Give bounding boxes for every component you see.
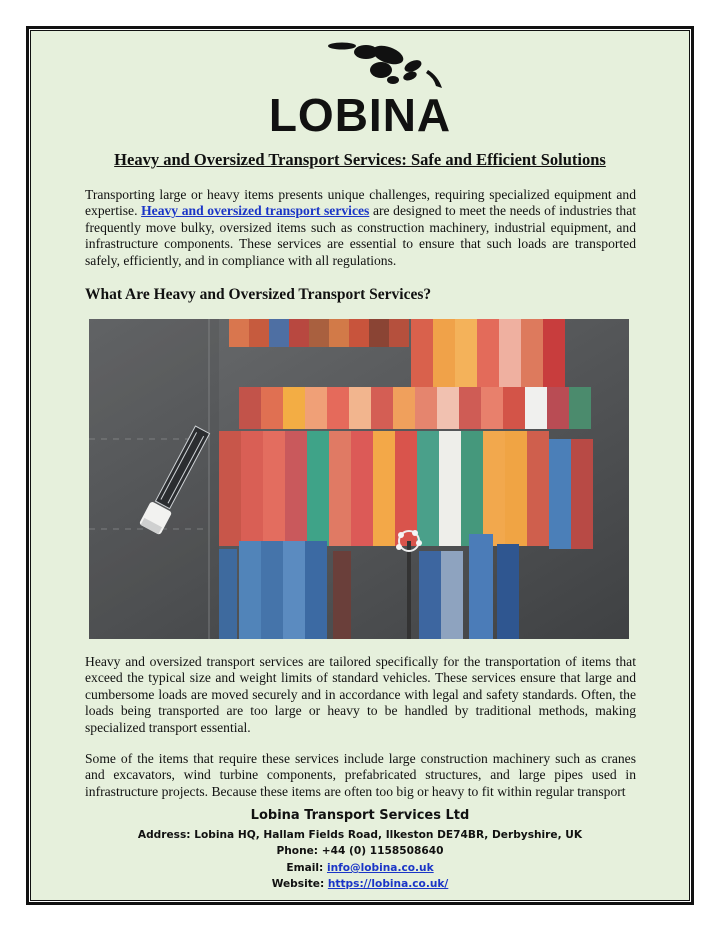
footer-company-name: Lobina Transport Services Ltd [250,808,470,823]
paragraph-2: Heavy and oversized transport services are tailored specifically for the transportation of items that exceed the typical size and weight limits of standard vehicles. These services ensure that large and cumbersome loads are moved securely and in accordance with legal and safety standards. Often, the loads being transported are too large or heavy to be handled by traditional methods, making specialized transport essential. [85,654,636,735]
address-value: Lobina HQ, Hallam Fields Road, Ilkeston DE74BR, Derbyshire, UK [194,829,583,841]
footer-contact [30,805,690,893]
intro-text-before-link: Transporting large or heavy items presents unique challenges, requiring specialized equipment and expertise. [85,187,636,219]
footer-address [30,827,690,843]
container-yard-image [89,319,629,639]
paragraph-3: Some of the items that require these services include large construction machinery such as cranes and excavators, wind turbine components, prefabricated structures, and large pipes used in infrastructure projects. Because these items are often too big or heavy to fit within regular transport [85,751,636,799]
email-label: Email: [286,861,324,874]
section-heading: What Are Heavy and Oversized Transport Services? [85,286,432,303]
website-link[interactable]: https://lobina.co.uk/ [327,878,449,891]
website-label: Website: [271,878,325,891]
logo-wordmark: LOBINA [268,89,452,141]
footer-website [30,876,690,892]
footer-phone [30,843,690,859]
footer-email [30,860,690,876]
lobina-logo [238,40,482,140]
heavy-oversized-transport-link[interactable]: Heavy and oversized transport services [141,203,370,219]
email-link[interactable]: info@lobina.co.uk [326,861,434,874]
article-title: Heavy and Oversized Transport Services: Safe and Efficient Solutions [114,150,606,169]
intro-paragraph [85,187,636,269]
phone-label: Phone: [276,845,319,858]
phone-value: +44 (0) 1158508640 [321,845,444,858]
intro-text-after-link: are designed to meet the needs of industries that frequently move bulky, oversized items such as construction machinery, industrial equipment, and infrastructure components. These services are essential to ensure that such loads are transported safely, efficiently, and in compliance with all regulations. [85,203,637,268]
container-yard-photo [89,319,629,639]
address-label: Address: [137,829,191,841]
